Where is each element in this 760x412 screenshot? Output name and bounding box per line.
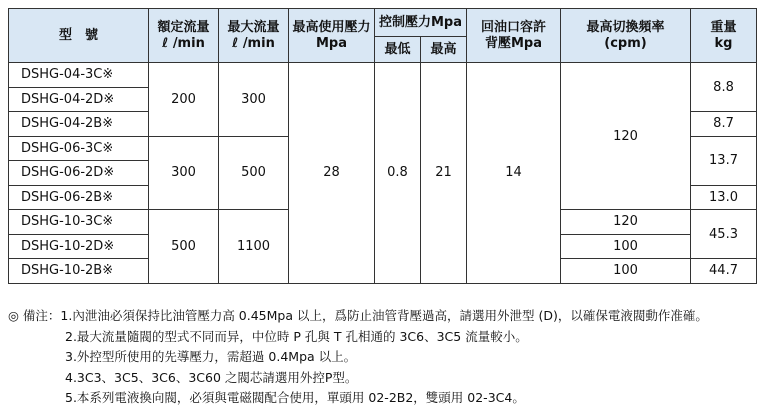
- header-control-max: 最高: [421, 37, 467, 63]
- max-pressure-cell: 28: [289, 63, 375, 284]
- model-cell: DSHG-04-2D※: [9, 87, 149, 112]
- header-weight-unit: kg: [714, 35, 733, 51]
- notes: [8, 306, 756, 409]
- note-item: 3.外控型所使用的先導壓力，需超過 0.4Mpa 以上。: [65, 349, 357, 364]
- weight-cell: 13.7: [691, 136, 757, 185]
- notes-prefix: ◎ 備注：: [8, 308, 61, 323]
- rated-flow-cell: 200: [149, 63, 219, 137]
- back-pressure-cell: 14: [467, 63, 561, 284]
- table-row: [9, 63, 757, 88]
- header-weight-label: 重量: [710, 19, 737, 35]
- note-item: 4.3C3、3C5、3C6、3C60 之閥芯請選用外控P型。: [65, 369, 358, 385]
- header-back-pressure-l1: 回油口容許: [481, 19, 547, 35]
- control-min-cell: 0.8: [375, 63, 421, 284]
- control-max-cell: 21: [421, 63, 467, 284]
- model-cell: DSHG-04-3C※: [9, 63, 149, 88]
- header-rated-flow-unit: ℓ /min: [162, 35, 205, 51]
- freq-cell: 120: [561, 63, 691, 210]
- note-item: 5.本系列電液換向閥，必須與電磁閥配合使用，單頭用 02-2B2，雙頭用 02-3C4。: [65, 390, 525, 405]
- weight-cell: 8.8: [691, 63, 757, 112]
- model-cell: DSHG-04-2B※: [9, 112, 149, 137]
- rated-flow-cell: 500: [149, 210, 219, 284]
- max-flow-cell: 300: [219, 63, 289, 137]
- weight-cell: 44.7: [691, 259, 757, 284]
- note-text: 1.內泄油必須保持比油管壓力高 0.45Mpa 以上，爲防止油管背壓過高，請選用外泄型 (D)，以確保電液閥動作准確。: [60, 308, 708, 323]
- header-max-pressure-unit: Mpa: [315, 35, 347, 51]
- header-model: 型 號: [9, 9, 149, 63]
- model-cell: DSHG-06-2B※: [9, 185, 149, 210]
- model-cell: DSHG-10-2D※: [9, 234, 149, 259]
- rated-flow-cell: 300: [149, 136, 219, 210]
- header-weight: [691, 9, 757, 63]
- max-flow-cell: 1100: [219, 210, 289, 284]
- header-max-flow-label: 最大流量: [227, 19, 280, 35]
- header-switch-freq-unit: (cpm): [604, 35, 647, 51]
- header-switch-freq: [561, 9, 691, 63]
- weight-cell: 8.7: [691, 112, 757, 137]
- note-item: [8, 306, 756, 327]
- model-cell: DSHG-06-2D※: [9, 161, 149, 186]
- freq-cell: 100: [561, 259, 691, 284]
- header-max-flow-unit: ℓ /min: [232, 35, 275, 51]
- spec-table: [8, 8, 757, 284]
- header-rated-flow: [149, 9, 219, 63]
- header-max-flow: [219, 9, 289, 63]
- header-control-min: 最低: [375, 37, 421, 63]
- max-flow-cell: 500: [219, 136, 289, 210]
- weight-cell: 13.0: [691, 185, 757, 210]
- header-rated-flow-label: 額定流量: [157, 19, 210, 35]
- header-back-pressure-l2: 背壓Mpa: [485, 35, 543, 51]
- model-cell: DSHG-10-3C※: [9, 210, 149, 235]
- header-back-pressure: [467, 9, 561, 63]
- freq-cell: 120: [561, 210, 691, 235]
- header-switch-freq-label: 最高切換頻率: [586, 19, 665, 35]
- model-cell: DSHG-10-2B※: [9, 259, 149, 284]
- model-cell: DSHG-06-3C※: [9, 136, 149, 161]
- freq-cell: 100: [561, 234, 691, 259]
- note-item: 2.最大流量隨閥的型式不同而异，中位時 P 孔與 T 孔相通的 3C6、3C5 流量較小。: [65, 328, 528, 344]
- header-max-pressure: [289, 9, 375, 63]
- header-control-pressure: 控制壓力Mpa: [375, 9, 467, 37]
- weight-cell: 45.3: [691, 210, 757, 259]
- header-max-pressure-label: 最高使用壓力: [292, 19, 371, 35]
